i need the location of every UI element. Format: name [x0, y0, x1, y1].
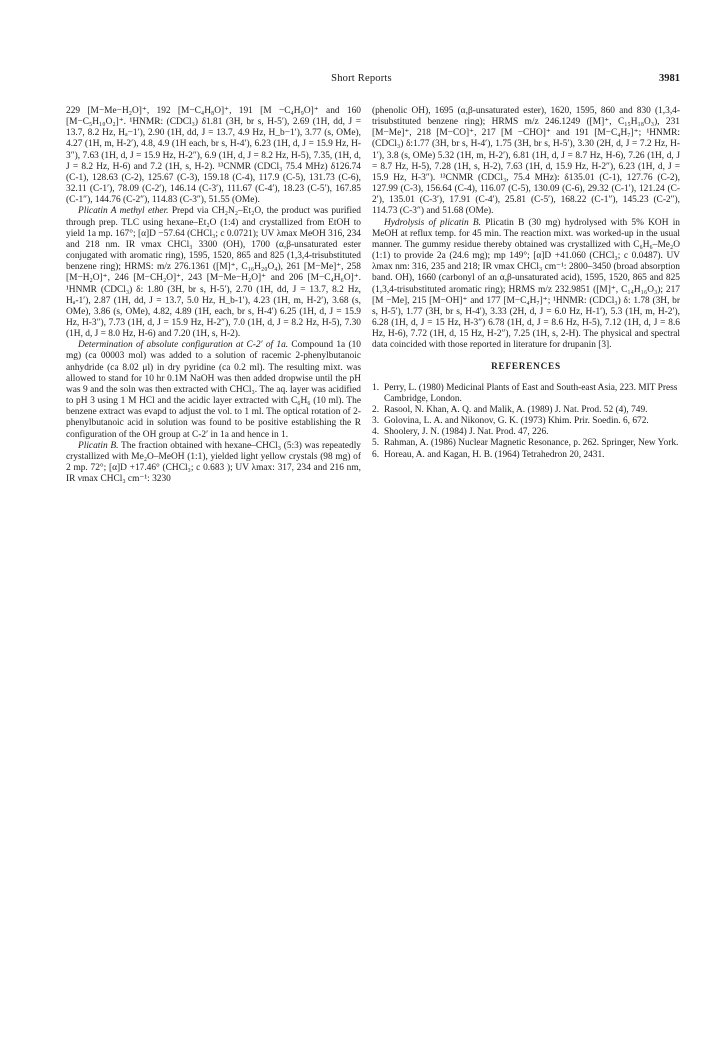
- reference-item: [372, 416, 680, 427]
- reference-item: [372, 405, 680, 416]
- reference-number: 3.: [372, 416, 380, 427]
- reference-item: [372, 383, 680, 405]
- reference-text: Perry, L. (1980) Medicinal Plants of East and South-east Asia, 223. MIT Press Cambridge, London.: [384, 382, 678, 404]
- section-lead: Plicatin B.: [78, 440, 119, 451]
- right-column: [372, 106, 680, 461]
- reference-text: Rasool, N. Khan, A. Q. and Malik, A. (1989) J. Nat. Prod. 52 (4), 749.: [384, 404, 648, 415]
- running-title: Short Reports: [331, 73, 392, 84]
- paragraph-ms-nmr-data: 229 [M−Me−H₂O]⁺, 192 [M−C₄H₈O]⁺, 191 [M −C₄H₉O]⁺ and 160 [M−C₅H₁₀O₂]⁺. ¹HNMR: (CDCl₃) δ1.81 (3H, br s, H-5′), 2.69 (1H, dd, J = 13.7, 8.2 Hz, Hₐ−1′), 2.90 (1H, dd, J = 13.7, 4.9 Hz, H_b−1′), 3.77 (s, OMe), 4.27 (1H, m, H-2′), 4.8, 4.9 (1H each, br s, H-4′), 6.23 (1H, d, J = 15.9 Hz, H-3″), 7.63 (1H, d, J = 15.9 Hz, H-2″), 6.9 (1H, d, J = 8.2 Hz, H-5), 7.35, (1H, d, J = 8.2 Hz, H-6) and 7.2 (1H, s, H-2). ¹³CNMR (CDCl₃ 75.4 MHz) δ126.74 (C-1), 128.63 (C-2), 125.67 (C-3), 159.18 (C-4), 117.9 (C-5), 131.73 (C-6), 32.11 (C-1′), 78.09 (C-2′), 146.14 (C-3′), 111.67 (C-4′), 18.23 (C-5′), 167.85 (C-1″), 144.76 (C-2″), 114.83 (C-3″), 51.55 (OMe).: [66, 106, 361, 206]
- paragraph-absolute-configuration: [66, 340, 361, 440]
- paragraph-hydrolysis: [372, 218, 680, 352]
- references-list: [372, 383, 680, 461]
- paragraph-body: Plicatin B (30 mg) hydrolysed with 5% KOH in MeOH at reflux temp. for 45 min. The reaction mixt. was worked-up in the usual manner. The gummy residue thereby obtained was crystallized with C₆H₆–Me₂O (1:1) to provide 2a (24.6 mg); mp 149°; [α]D +41.060 (CHCl₃; c 0.0487). UV λmax nm: 316, 235 and 218; IR νmax CHCl₃ cm⁻¹: 2800–3450 (broad absorption band. OH), 1660 (carbonyl of an α,β-unsaturated acid), 1595, 1520, 865 and 825 (1,3,4-trisubstituted aromatic ring); HRMS m/z 232.9851 ([M]⁺, C₁₄H₁₆O₃); 217 [M −Me], 215 [M−OH]⁺ and 177 [M−C₄H₇]⁺; ¹HNMR: (CDCl₃) δ: 1.78 (3H, br s, H-5′), 1.77 (3H, br s, H-4′), 3.33 (2H, d, J = 6.0 Hz, H-1′), 5.3 (1H, m, H-2′), 6.28 (1H, d, J = 15 Hz, H-3″) 6.78 (1H, d, J = 8.6 Hz, H-5), 7.12 (1H, d, J = 8.6 Hz, H-6), 7.72 (1H, d, 15 Hz, H-2″), 7.25 (1H, s, 2-H). The physical and spectral data coincided with those reported in literature for drupanin [3].: [372, 217, 680, 351]
- reference-item: [372, 427, 680, 438]
- reference-number: 2.: [372, 404, 380, 415]
- reference-text: Horeau, A. and Kagan, H. B. (1964) Tetrahedron 20, 2431.: [384, 449, 605, 460]
- paragraph-body: Prepd via CH₂N₂–Et₂O, the product was purified through prep. TLC using hexane–Et₂O (1:4) and crystallized from EtOH to yield 1a mp. 167°; [α]D −57.64 (CHCl₃; c 0.0721); UV λmax MeOH 316, 234 and 218 nm. IR νmax CHCl₃ 3300 (OH), 1700 (α,β-unsaturated ester conjugated with aromatic ring), 1595, 1520, 865 and 825 (1,3,4-trisubstituted benzene ring); HRMS: m/z 276.1361 ([M]⁺, C₁₆H₂₀O₄), 261 [M−Me]⁺, 258 [M−H₂O]⁺, 246 [M−CH₂O]⁺, 243 [M−Me−H₂O]⁺ and 206 [M−C₄H₆O]⁺. ¹HNMR (CDCl₃) δ: 1.80 (3H, br s, H-5′), 2.70 (1H, dd, J = 13.7, 8.2 Hz, Hₐ-1′), 2.87 (1H, dd, J = 13.7, 5.0 Hz, H_b-1′), 4.23 (1H, m, H-2′), 3.68 (s, OMe), 3.86 (s, OMe), 4.82, 4.89 (1H, each, br s, H-4′) 6.25 (1H, d, J = 15.9 Hz, H-3″), 7.73 (1H, d, J = 15.9 Hz, H-2″), 7.0 (1H, d, J = 8.2 Hz, H-5), 7.30 (1H, d, J = 8.0 Hz, H-6) and 7.20 (1H, s, H-2).: [66, 206, 361, 340]
- references-heading: REFERENCES: [491, 361, 561, 372]
- section-lead: Determination of absolute configuration at C-2′ of 1a.: [78, 340, 289, 351]
- paragraph-plicatin-a-methyl-ether: [66, 206, 361, 340]
- section-lead: Hydrolysis of plicatin B.: [384, 217, 481, 228]
- reference-number: 6.: [372, 449, 380, 460]
- reference-item: [372, 450, 680, 461]
- paragraph-body: Compound 1a (10 mg) (ca 00003 mol) was added to a solution of racemic 2-phenylbutanoic anhydride (ca 8.02 μl) in dry pyridine (ca 0.2 ml). The resulting mixt. was allowed to stand for 10 hr 0.1M NaOH was then added dropwise until the pH was 9 and the soln was then extracted with CHCl₃. The aq. layer was acidified to pH 3 using 1 M HCl and the acidic layer extracted with C₆H₆ (10 ml). The benzene extract was evapd to adjust the vol. to 1 ml. The optical rotation of 2-phenylbutanoic acid in solution was found to be positive establishing the R configuration of the OH group at C-2′ in 1a and hence in 1.: [66, 340, 361, 440]
- left-column: [66, 106, 361, 485]
- reference-text: Golovina, L. A. and Nikonov, G. K. (1973) Khim. Prir. Soedin. 6, 672.: [384, 416, 649, 427]
- reference-text: Shoolery, J. N. (1984) J. Nat. Prod. 47, 226.: [384, 427, 549, 438]
- reference-item: [372, 438, 680, 449]
- paragraph-plicatin-b-continued: (phenolic OH), 1695 (α,β-unsaturated ester), 1620, 1595, 860 and 830 (1,3,4-trisubstituted benzene ring); HRMS m/z 246.1249 ([M]⁺, C₁₅H₁₈O₃), 231 [M−Me]⁺, 218 [M−CO]⁺, 217 [M −CHO]⁺ and 191 [M−C₄H₇]⁺; ¹HNMR: (CDCl₃) δ:1.77 (3H, br s, H-4′), 1.75 (3H, br s, H-5′), 3.30 (2H, d, J = 7.2 Hz, H-1′), 3.8 (s, OMe) 5.32 (1H, m, H-2′), 6.81 (1H, d, J = 8.7 Hz, H-6), 7.26 (1H, d, J = 8.7 Hz, H-5), 7.28 (1H, s, H-2), 7.63 (1H, d, 15.9 Hz, H-2″), 6.23 (1H, d, J = 15.9 Hz, H-3″). ¹³CNMR (CDCl₃, 75.4 MHz): δ135.01 (C-1), 127.76 (C-2), 127.99 (C-3), 156.64 (C-4), 116.07 (C-5), 130.09 (C-6), 29.32 (C-1′), 121.24 (C-2′), 135.01 (C-3′), 17.91 (C-4′), 25.81 (C-5′), 168.22 (C-1″), 145.23 (C-2″), 114.73 (C-3″) and 51.68 (OMe).: [372, 106, 680, 217]
- section-lead: Plicatin A methyl ether.: [78, 206, 169, 217]
- paragraph-body: The fraction obtained with hexane–CHCl₃ (5:3) was repeatedly crystallized with Me₂O–MeOH (1:1), yielded light yellow crystals (98 mg) of 2 mp. 72°; [α]D +17.46° (CHCl₃; c 0.683 ); UV λmax: 317, 234 and 216 nm, IR νmax CHCl₃ cm⁻¹: 3230: [66, 440, 361, 485]
- reference-text: Rahman, A. (1986) Nuclear Magnetic Resonance, p. 262. Springer, New York.: [384, 438, 679, 449]
- reference-number: 4.: [372, 427, 380, 438]
- paragraph-plicatin-b: [66, 441, 361, 486]
- page-number: 3981: [659, 73, 680, 84]
- reference-number: 1.: [372, 382, 380, 393]
- reference-number: 5.: [372, 438, 380, 449]
